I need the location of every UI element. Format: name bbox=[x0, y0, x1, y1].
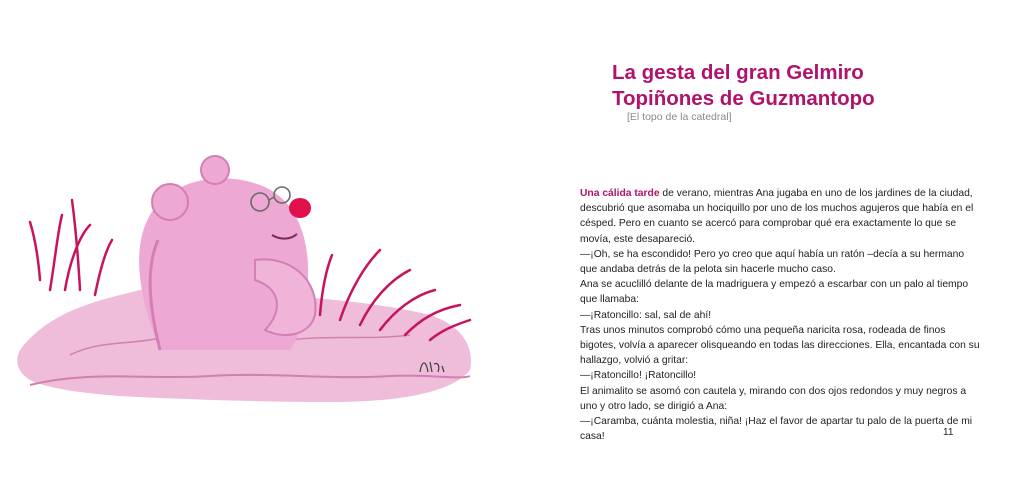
mole-nose bbox=[289, 198, 311, 218]
paragraph: El animalito se asomó con cautela y, mirando con dos ojos redondos y muy negros a uno y otro lado, se dirigió a Ana: bbox=[580, 385, 967, 412]
paragraph: —¡Oh, se ha escondido! Pero yo creo que aquí había un ratón –decía a su hermano que andaba detrás de la pelota sin hacerle mucho caso. bbox=[580, 248, 965, 276]
title-line-1: La gesta del gran Gelmiro bbox=[612, 61, 864, 84]
page-number: 11 bbox=[943, 427, 954, 438]
story-title bbox=[612, 60, 875, 112]
story-body bbox=[580, 186, 980, 444]
lead-phrase: Una cálida tarde bbox=[580, 188, 660, 199]
paragraph: —¡Ratoncillo! ¡Ratoncillo! bbox=[580, 370, 697, 382]
paragraph-text: de verano, mientras Ana jugaba en uno de los jardines de la ciudad, descubrió que asomaba un hociquillo por uno de los muchos agujeros que había en el césped. Pero en cuanto se acercó para comprobar qué era exactamente lo que se movía, este desapareció. bbox=[580, 188, 974, 245]
paragraph: —¡Ratoncillo: sal, sal de ahí! bbox=[580, 309, 712, 321]
paragraph: —¡Caramba, cuánta molestia, niña! ¡Haz el favor de apartar tu palo de la puerta de mi casa! bbox=[580, 416, 973, 443]
mole-ear bbox=[152, 184, 188, 220]
mole-illustration bbox=[10, 140, 480, 420]
paragraph: Ana se acuclilló delante de la madriguera y empezó a escarbar con un palo al tiempo que llamaba: bbox=[580, 279, 969, 306]
paragraph bbox=[580, 186, 980, 247]
paragraph: Tras unos minutos comprobó cómo una pequeña naricita rosa, rodeada de finos bigotes, volvía a aparecer olisqueando en todas las direcciones. Ella, encantada con su hallazgo, volvió a gritar: bbox=[580, 324, 980, 367]
title-line-2: Topiñones de Guzmantopo bbox=[612, 87, 875, 110]
right-page bbox=[512, 0, 1024, 479]
story-subtitle: [El topo de la catedral] bbox=[627, 111, 732, 123]
